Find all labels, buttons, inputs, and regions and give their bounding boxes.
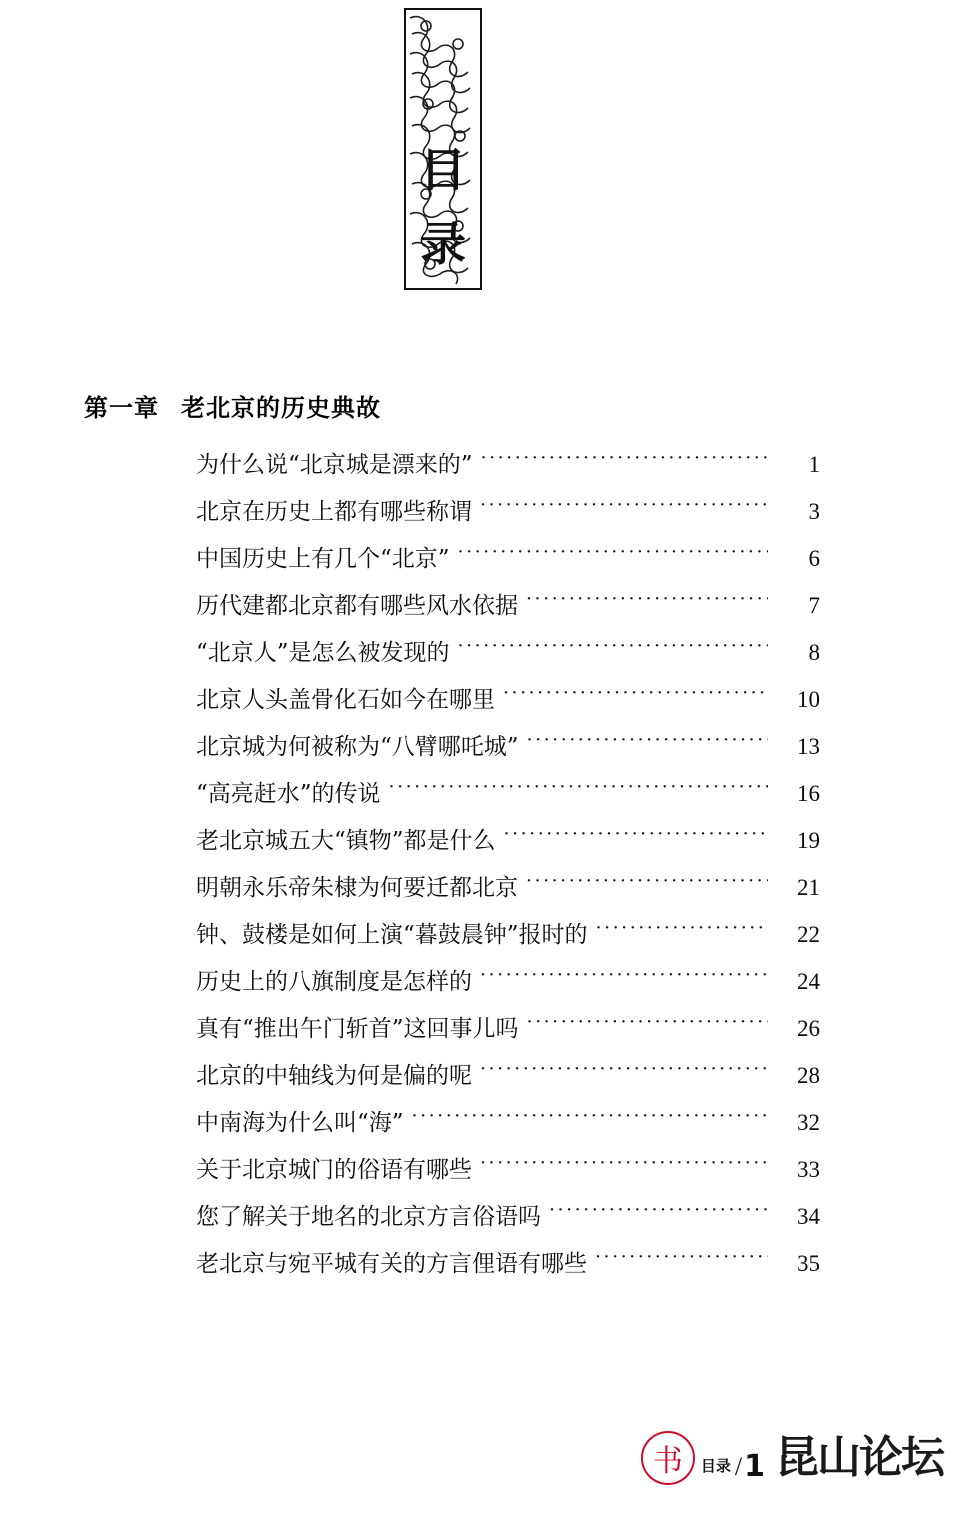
toc-entry-title: 您了解关于地名的北京方言俗语吗 <box>196 1204 541 1230</box>
toc-entry[interactable] <box>196 493 820 540</box>
toc-entry[interactable] <box>196 869 820 916</box>
toc-entry-title: 老北京与宛平城有关的方言俚语有哪些 <box>196 1251 587 1277</box>
toc-leader-dots <box>596 919 768 942</box>
toc-entry-title: 北京城为何被称为“八臂哪吒城” <box>196 734 519 760</box>
toc-entry-page: 3 <box>808 499 820 524</box>
toc-entry[interactable] <box>196 587 820 634</box>
toc-entry[interactable] <box>196 775 820 822</box>
ornament-graphic <box>404 8 482 290</box>
toc-entry[interactable] <box>196 681 820 728</box>
toc-entry-title: “北京人”是怎么被发现的 <box>196 640 450 666</box>
toc-entry-page: 8 <box>808 640 820 665</box>
toc-entry-page: 32 <box>797 1110 820 1135</box>
toc-entry-page: 6 <box>808 546 820 571</box>
toc-entry-title: 历史上的八旗制度是怎样的 <box>196 969 472 995</box>
toc-entry[interactable] <box>196 1010 820 1057</box>
toc-leader-dots <box>504 825 768 848</box>
toc-entry-page: 13 <box>797 734 820 759</box>
toc-entry-title: 关于北京城门的俗语有哪些 <box>196 1157 472 1183</box>
toc-entry[interactable] <box>196 1245 820 1292</box>
page-footer <box>641 1430 943 1486</box>
toc-entry-title: “高亮赶水”的传说 <box>196 781 381 807</box>
toc-entry-page: 26 <box>797 1016 820 1041</box>
toc-leader-dots <box>458 637 768 660</box>
toc-entry-title: 明朝永乐帝朱棣为何要迁都北京 <box>196 875 518 901</box>
toc-entry-page: 28 <box>797 1063 820 1088</box>
toc-entry-title: 为什么说“北京城是漂来的” <box>196 452 473 478</box>
watermark-text: 昆山论坛 <box>775 1432 943 1483</box>
toc-entry-title: 中南海为什么叫“海” <box>196 1110 404 1136</box>
toc-entry-page: 21 <box>797 875 820 900</box>
toc-leader-dots <box>526 872 768 895</box>
ornament-char-lu: 录 <box>420 217 466 271</box>
toc-entry-page: 22 <box>797 922 820 947</box>
toc-entry-title: 北京人头盖骨化石如今在哪里 <box>196 687 495 713</box>
seal-icon: 书 <box>641 1431 695 1485</box>
toc-leader-dots <box>412 1107 768 1130</box>
toc-entry[interactable] <box>196 1198 820 1245</box>
toc-entry-title: 真有“推出午门斩首”这回事儿吗 <box>196 1016 519 1042</box>
toc-leader-dots <box>480 1154 768 1177</box>
toc-entry[interactable] <box>196 1057 820 1104</box>
toc-leader-dots <box>503 684 768 707</box>
toc-entry-title: 钟、鼓楼是如何上演“暮鼓晨钟”报时的 <box>196 922 588 948</box>
toc-leader-dots <box>480 496 768 519</box>
toc-leader-dots <box>480 966 768 989</box>
toc-entry[interactable] <box>196 916 820 963</box>
toc-entry[interactable] <box>196 1104 820 1151</box>
toc-entry-title: 中国历史上有几个“北京” <box>196 546 450 572</box>
toc-entry-page: 16 <box>797 781 820 806</box>
toc-leader-dots <box>458 543 768 566</box>
toc-entry[interactable] <box>196 963 820 1010</box>
toc-entry-page: 10 <box>797 687 820 712</box>
toc-entry-page: 34 <box>797 1204 820 1229</box>
toc-entry-title: 老北京城五大“镇物”都是什么 <box>196 828 496 854</box>
chapter-heading <box>84 388 381 423</box>
toc-leader-dots <box>527 731 768 754</box>
toc-entry-page: 7 <box>808 593 820 618</box>
toc-leader-dots <box>595 1248 768 1271</box>
toc-entry-page: 24 <box>797 969 820 994</box>
toc-leader-dots <box>549 1201 768 1224</box>
toc-entry[interactable] <box>196 822 820 869</box>
toc-entry-page: 35 <box>797 1251 820 1276</box>
toc-entry-title: 历代建都北京都有哪些风水依据 <box>196 593 518 619</box>
toc-leader-dots <box>480 1060 768 1083</box>
toc-entry-title: 北京的中轴线为何是偏的呢 <box>196 1063 472 1089</box>
toc-list <box>196 446 820 1292</box>
toc-entry-page: 19 <box>797 828 820 853</box>
chapter-number: 第一章 <box>84 394 159 422</box>
toc-entry-page: 33 <box>797 1157 820 1182</box>
toc-entry[interactable] <box>196 634 820 681</box>
toc-entry[interactable] <box>196 540 820 587</box>
toc-entry-title: 北京在历史上都有哪些称谓 <box>196 499 472 525</box>
toc-entry-page: 1 <box>808 452 820 477</box>
toc-leader-dots <box>526 590 768 613</box>
chapter-title: 老北京的历史典故 <box>181 394 381 422</box>
page-number: 1 <box>744 1449 765 1484</box>
title-ornament <box>404 8 482 290</box>
toc-leader-dots <box>527 1013 768 1036</box>
toc-leader-dots <box>481 449 768 472</box>
toc-entry[interactable] <box>196 1151 820 1198</box>
toc-leader-dots <box>389 778 768 801</box>
toc-entry[interactable] <box>196 446 820 493</box>
footer-separator: / <box>734 1452 743 1481</box>
toc-entry[interactable] <box>196 728 820 775</box>
ornament-char-mu: 目 <box>420 143 466 197</box>
footer-section-label: 目录 <box>700 1457 731 1475</box>
